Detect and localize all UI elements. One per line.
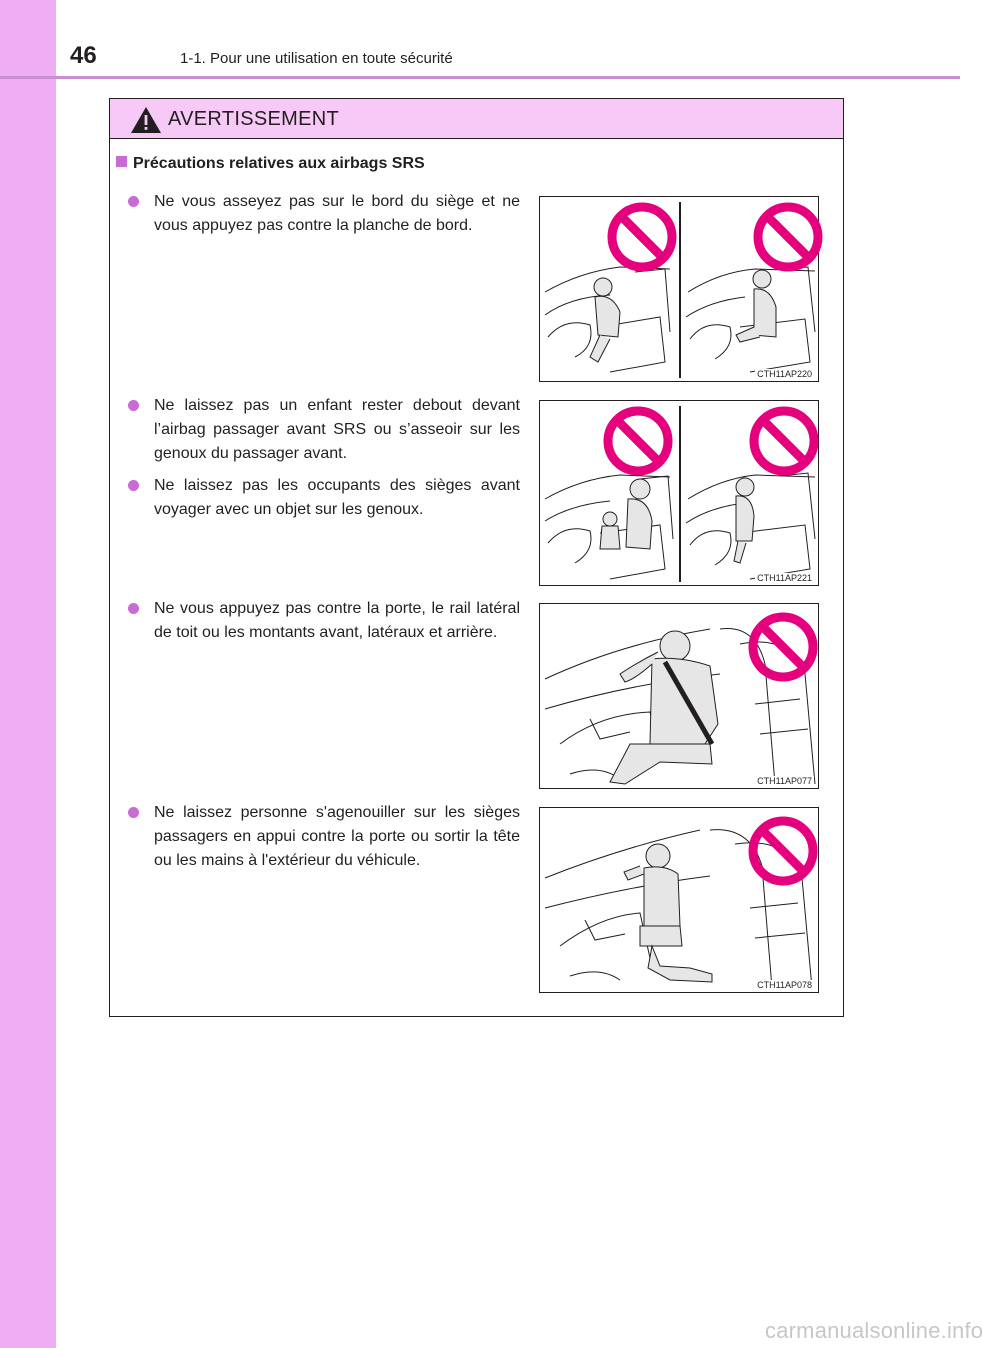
square-bullet-icon (116, 156, 127, 167)
illustration-edge-of-seat (539, 196, 819, 382)
warning-title: AVERTISSEMENT (168, 108, 339, 130)
illustration-kneeling-seat (539, 807, 819, 993)
list-item-text: Ne laissez personne s'agenouiller sur les sièges passagers en appui contre la porte ou sortir la tête ou les mains à l'extérieur du véhicule. (154, 804, 520, 869)
bullet-dot-icon (128, 603, 139, 614)
list-item-text: Ne laissez pas un enfant rester debout devant l’airbag passager avant SRS ou s’asseoir sur les genoux du passager avant. (154, 397, 520, 462)
footer-watermark: carmanualsonline.info (765, 1318, 983, 1343)
list-item (128, 190, 520, 238)
bullet-dot-icon (128, 807, 139, 818)
illustration-child-airbag (539, 400, 819, 586)
list-item (128, 801, 520, 873)
page-sidebar-band (0, 0, 56, 1348)
header-divider (0, 76, 960, 79)
figure-code: CTH11AP077 (757, 776, 812, 786)
bullet-dot-icon (128, 400, 139, 411)
bullet-dot-icon (128, 196, 139, 207)
figure-code: CTH11AP078 (757, 980, 812, 990)
list-item (128, 597, 520, 645)
section-title: 1-1. Pour une utilisation en toute sécurité (180, 50, 453, 67)
list-item-text: Ne vous appuyez pas contre la porte, le rail latéral de toit ou les montants avant, latéraux et arrière. (154, 600, 520, 641)
bullet-dot-icon (128, 480, 139, 491)
list-item (128, 394, 520, 466)
figure-code: CTH11AP220 (757, 369, 812, 379)
list-item-text: Ne laissez pas les occupants des sièges avant voyager avec un objet sur les genoux. (154, 477, 520, 518)
subheading-text: Précautions relatives aux airbags SRS (133, 155, 425, 172)
warning-triangle-icon (130, 106, 162, 134)
warning-header (110, 99, 843, 139)
subheading (116, 155, 425, 173)
page-number: 46 (70, 42, 97, 69)
figure-code: CTH11AP221 (757, 573, 812, 583)
list-item-text: Ne vous asseyez pas sur le bord du siège et ne vous appuyez pas contre la planche de bord. (154, 193, 520, 234)
list-item (128, 474, 520, 522)
illustration-leaning-door (539, 603, 819, 789)
